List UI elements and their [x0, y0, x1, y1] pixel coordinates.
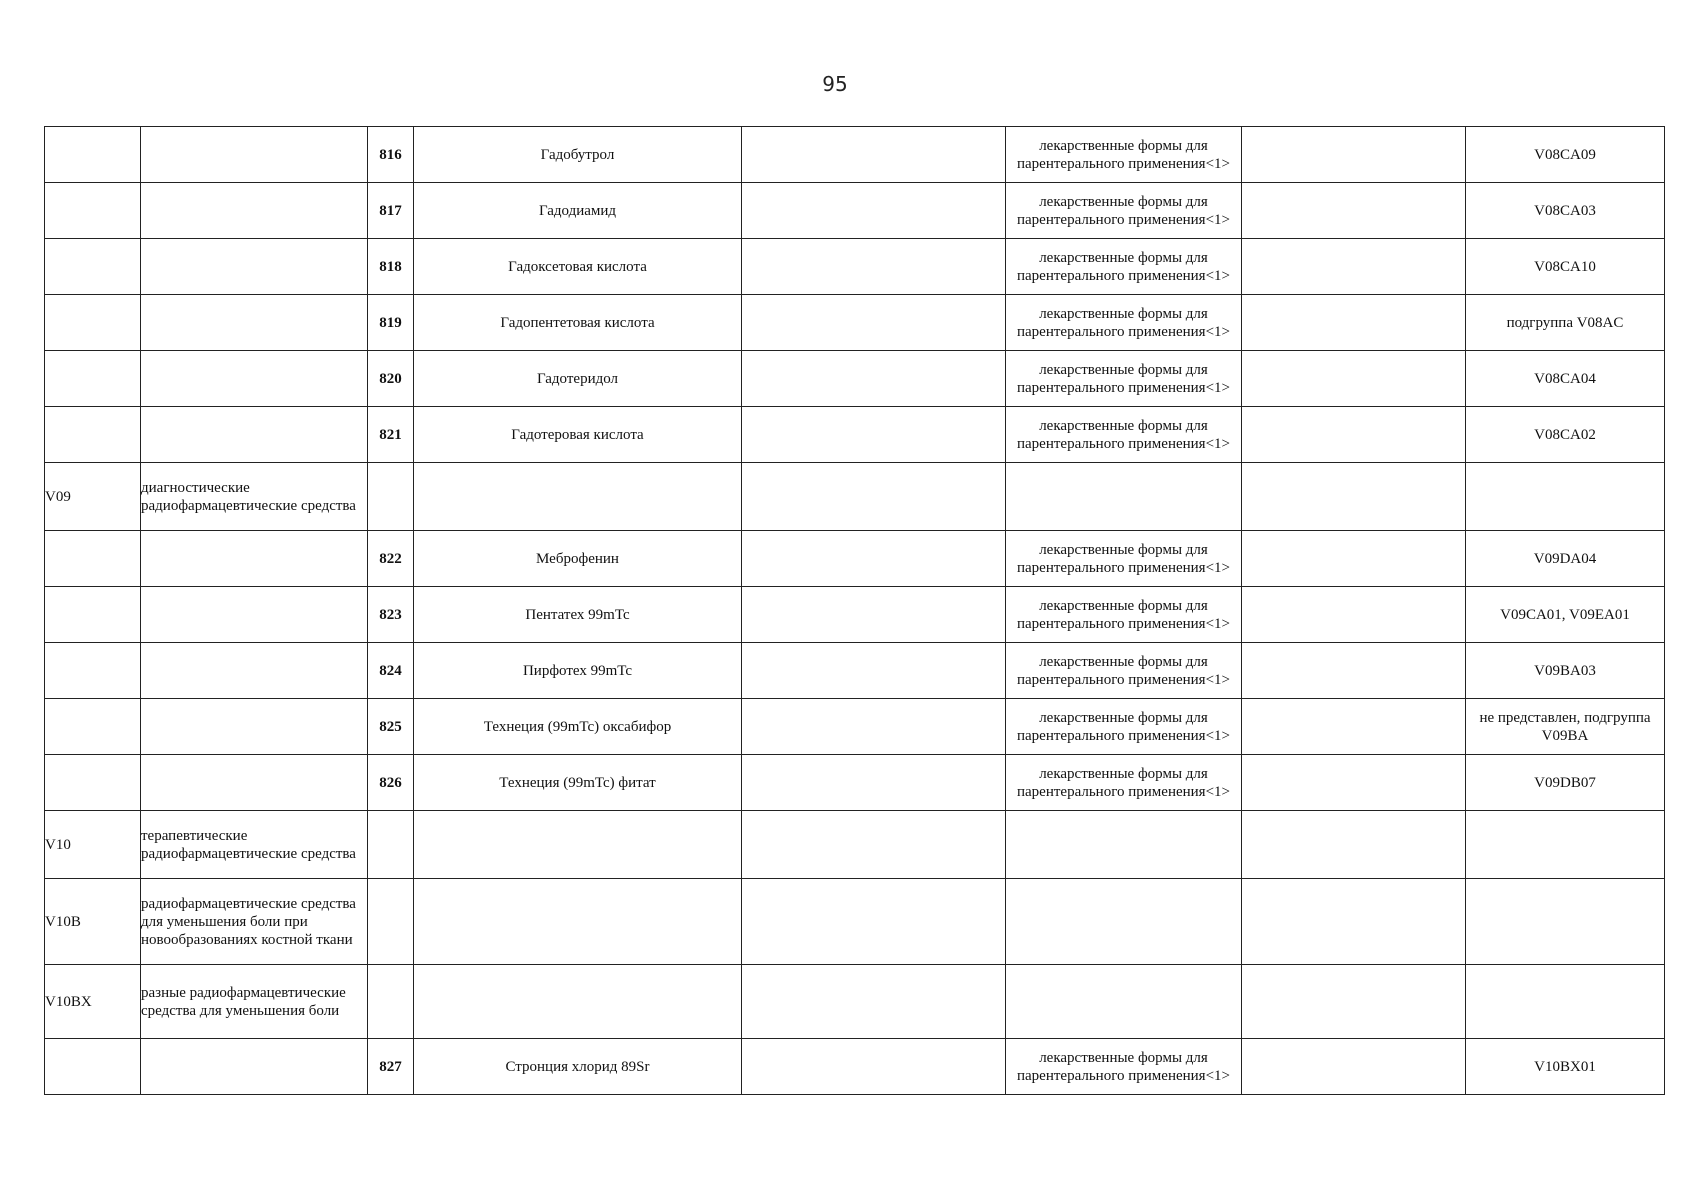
dosage-form — [1006, 463, 1242, 531]
dosage-form — [1006, 811, 1242, 879]
table-row — [45, 351, 1665, 407]
atc-level-code — [45, 183, 141, 239]
empty-column-7 — [1242, 1039, 1466, 1095]
atc-group-name — [141, 295, 368, 351]
dosage-form: лекарственные формы для парентерального применения<1> — [1006, 643, 1242, 699]
atc-group-name — [141, 531, 368, 587]
empty-column-7 — [1242, 127, 1466, 183]
table-row — [45, 127, 1665, 183]
atc-group-name: терапевтические радиофармацевтические средства — [141, 811, 368, 879]
empty-column-7 — [1242, 239, 1466, 295]
dosage-form: лекарственные формы для парентерального применения<1> — [1006, 407, 1242, 463]
empty-column-7 — [1242, 755, 1466, 811]
atc-code: V08CA09 — [1466, 127, 1665, 183]
atc-level-code — [45, 407, 141, 463]
table-row — [45, 183, 1665, 239]
item-number: 818 — [368, 239, 414, 295]
empty-column-5 — [742, 407, 1006, 463]
dosage-form: лекарственные формы для парентерального применения<1> — [1006, 351, 1242, 407]
empty-column-5 — [742, 183, 1006, 239]
atc-level-code — [45, 699, 141, 755]
empty-column-7 — [1242, 879, 1466, 965]
table-row — [45, 531, 1665, 587]
atc-group-name — [141, 699, 368, 755]
atc-group-name — [141, 239, 368, 295]
empty-column-5 — [742, 699, 1006, 755]
table-row — [45, 879, 1665, 965]
drug-name: Стронция хлорид 89Sr — [414, 1039, 742, 1095]
item-number: 823 — [368, 587, 414, 643]
atc-level-code — [45, 531, 141, 587]
table-row — [45, 699, 1665, 755]
empty-column-5 — [742, 587, 1006, 643]
dosage-form: лекарственные формы для парентерального применения<1> — [1006, 755, 1242, 811]
atc-group-name: разные радиофармацевтические средства для уменьшения боли — [141, 965, 368, 1039]
empty-column-5 — [742, 1039, 1006, 1095]
empty-column-5 — [742, 239, 1006, 295]
atc-code: V10BX01 — [1466, 1039, 1665, 1095]
atc-group-name — [141, 351, 368, 407]
atc-code: V08CA02 — [1466, 407, 1665, 463]
empty-column-7 — [1242, 531, 1466, 587]
atc-code: подгруппа V08AC — [1466, 295, 1665, 351]
dosage-form: лекарственные формы для парентерального применения<1> — [1006, 699, 1242, 755]
empty-column-7 — [1242, 699, 1466, 755]
empty-column-5 — [742, 295, 1006, 351]
atc-level-code — [45, 239, 141, 295]
empty-column-7 — [1242, 811, 1466, 879]
item-number: 824 — [368, 643, 414, 699]
empty-column-7 — [1242, 463, 1466, 531]
empty-column-7 — [1242, 965, 1466, 1039]
item-number: 819 — [368, 295, 414, 351]
atc-group-name: диагностические радиофармацевтические средства — [141, 463, 368, 531]
drug-name: Пирфотех 99mTc — [414, 643, 742, 699]
dosage-form: лекарственные формы для парентерального применения<1> — [1006, 1039, 1242, 1095]
empty-column-5 — [742, 351, 1006, 407]
atc-group-name — [141, 587, 368, 643]
item-number — [368, 463, 414, 531]
dosage-form: лекарственные формы для парентерального применения<1> — [1006, 531, 1242, 587]
empty-column-7 — [1242, 587, 1466, 643]
item-number: 816 — [368, 127, 414, 183]
drug-name: Гадопентетовая кислота — [414, 295, 742, 351]
drug-name: Гадобутрол — [414, 127, 742, 183]
item-number: 821 — [368, 407, 414, 463]
atc-level-code: V09 — [45, 463, 141, 531]
table-body — [45, 127, 1665, 1095]
atc-level-code: V10 — [45, 811, 141, 879]
item-number: 817 — [368, 183, 414, 239]
empty-column-5 — [742, 127, 1006, 183]
atc-code: V09DA04 — [1466, 531, 1665, 587]
atc-level-code — [45, 295, 141, 351]
drug-list-table — [44, 126, 1665, 1095]
empty-column-5 — [742, 643, 1006, 699]
dosage-form: лекарственные формы для парентерального применения<1> — [1006, 127, 1242, 183]
item-number: 827 — [368, 1039, 414, 1095]
dosage-form: лекарственные формы для парентерального применения<1> — [1006, 587, 1242, 643]
atc-group-name — [141, 755, 368, 811]
drug-name: Пентатех 99mTc — [414, 587, 742, 643]
atc-code — [1466, 965, 1665, 1039]
item-number — [368, 965, 414, 1039]
dosage-form: лекарственные формы для парентерального применения<1> — [1006, 239, 1242, 295]
atc-group-name — [141, 127, 368, 183]
atc-code — [1466, 463, 1665, 531]
atc-code: V09BA03 — [1466, 643, 1665, 699]
item-number — [368, 879, 414, 965]
table-row — [45, 755, 1665, 811]
dosage-form — [1006, 965, 1242, 1039]
empty-column-5 — [742, 531, 1006, 587]
item-number: 825 — [368, 699, 414, 755]
table-row — [45, 587, 1665, 643]
atc-level-code — [45, 127, 141, 183]
atc-group-name — [141, 183, 368, 239]
drug-name: Гадотеровая кислота — [414, 407, 742, 463]
drug-name — [414, 463, 742, 531]
empty-column-7 — [1242, 295, 1466, 351]
empty-column-5 — [742, 755, 1006, 811]
drug-name — [414, 811, 742, 879]
atc-group-name — [141, 1039, 368, 1095]
empty-column-5 — [742, 463, 1006, 531]
empty-column-7 — [1242, 407, 1466, 463]
table-row — [45, 811, 1665, 879]
atc-code — [1466, 811, 1665, 879]
empty-column-7 — [1242, 351, 1466, 407]
atc-group-name — [141, 407, 368, 463]
dosage-form — [1006, 879, 1242, 965]
empty-column-7 — [1242, 643, 1466, 699]
table-row — [45, 295, 1665, 351]
item-number: 822 — [368, 531, 414, 587]
atc-code: V09CA01, V09EA01 — [1466, 587, 1665, 643]
atc-level-code: V10BX — [45, 965, 141, 1039]
empty-column-7 — [1242, 183, 1466, 239]
table-row — [45, 407, 1665, 463]
table-row — [45, 463, 1665, 531]
dosage-form: лекарственные формы для парентерального применения<1> — [1006, 295, 1242, 351]
dosage-form: лекарственные формы для парентерального применения<1> — [1006, 183, 1242, 239]
atc-code: V08CA04 — [1466, 351, 1665, 407]
atc-code: V09DB07 — [1466, 755, 1665, 811]
atc-group-name — [141, 643, 368, 699]
item-number: 826 — [368, 755, 414, 811]
atc-group-name: радиофармацевтические средства для уменьшения боли при новообразованиях костной ткани — [141, 879, 368, 965]
atc-level-code — [45, 587, 141, 643]
atc-level-code — [45, 1039, 141, 1095]
atc-code: V08CA03 — [1466, 183, 1665, 239]
empty-column-5 — [742, 811, 1006, 879]
drug-name: Гадотеридол — [414, 351, 742, 407]
table-row — [45, 1039, 1665, 1095]
empty-column-5 — [742, 965, 1006, 1039]
empty-column-5 — [742, 879, 1006, 965]
drug-name — [414, 879, 742, 965]
atc-code — [1466, 879, 1665, 965]
drug-name: Гадоксетовая кислота — [414, 239, 742, 295]
atc-code: V08CA10 — [1466, 239, 1665, 295]
atc-level-code: V10B — [45, 879, 141, 965]
atc-level-code — [45, 755, 141, 811]
drug-name: Гадодиамид — [414, 183, 742, 239]
page-number: 95 — [822, 72, 848, 96]
table-row — [45, 239, 1665, 295]
item-number: 820 — [368, 351, 414, 407]
drug-name: Меброфенин — [414, 531, 742, 587]
atc-level-code — [45, 643, 141, 699]
item-number — [368, 811, 414, 879]
atc-level-code — [45, 351, 141, 407]
table-row — [45, 643, 1665, 699]
table-row — [45, 965, 1665, 1039]
drug-name — [414, 965, 742, 1039]
drug-name: Технеция (99mTc) оксабифор — [414, 699, 742, 755]
drug-name: Технеция (99mTc) фитат — [414, 755, 742, 811]
atc-code: не представлен, подгруппа V09BA — [1466, 699, 1665, 755]
